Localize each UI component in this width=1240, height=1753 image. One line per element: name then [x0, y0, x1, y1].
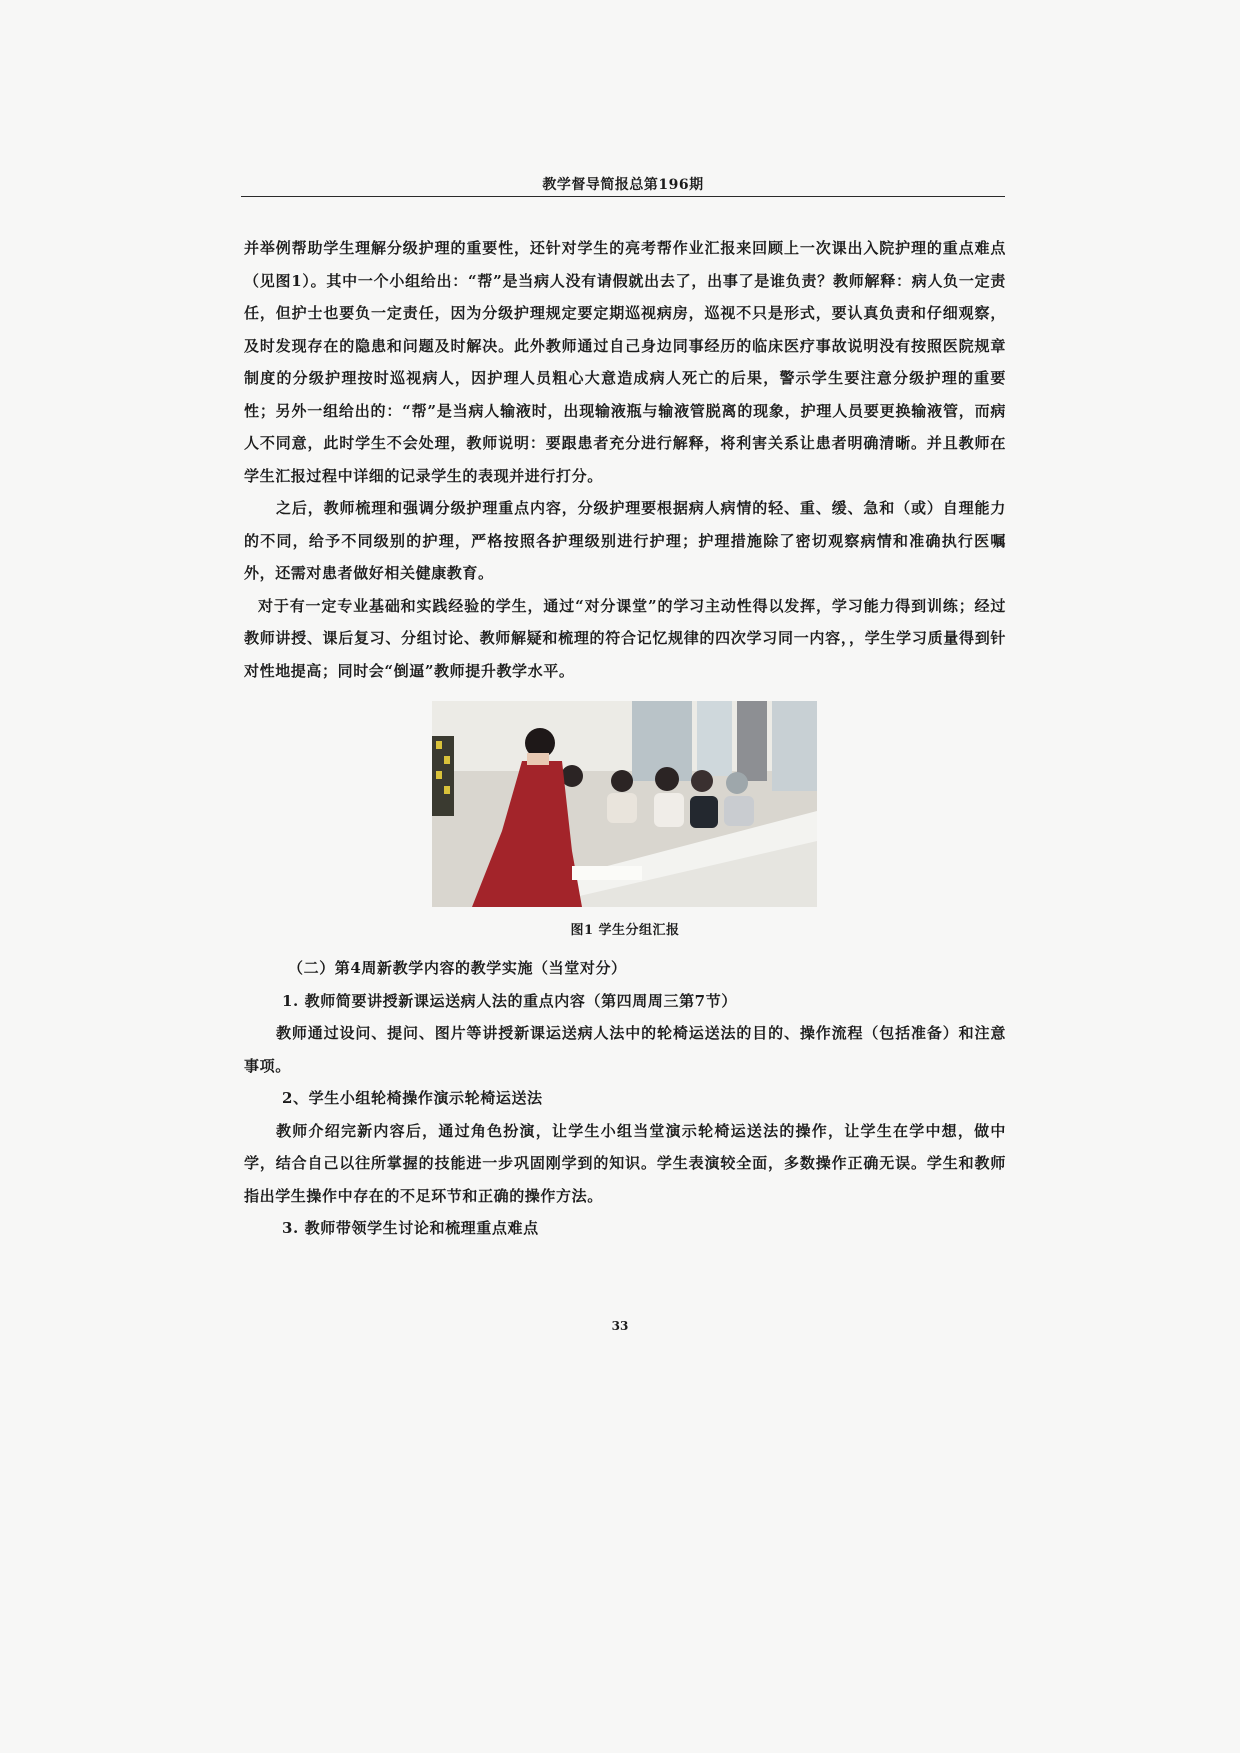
running-header: 教学督导简报总第196期: [542, 177, 704, 193]
figure-caption: 图1 学生分组汇报: [570, 923, 680, 938]
classroom-photo-illustration: [432, 701, 817, 907]
paragraph-1: 并举例帮助学生理解分级护理的重要性，还针对学生的亮考帮作业汇报来回顾上一次课出入院护理的重点难点（见图1）。其中一个小组给出：“帮”是当病人没有请假就出去了，出事了是谁负责？教师解释：病人负一定责任，但护士也要负一定责任，因为分级护理规定要定期巡视病房，巡视不只是形式，要认真负责和仔细观察，及时发现存在的隐患和问题及时解决。此外教师通过自己身边同事经历的临床医疗事故说明没有按照医院规章制度的分级护理按时巡视病人，因护理人员粗心大意造成病人死亡的后果，警示学生要注意分级护理的重要性；另外一组给出的：“帮”是当病人输液时，出现输液瓶与输液管脱离的现象，护理人员要更换输液管，而病人不同意，此时学生不会处理，教师说明：要跟患者充分进行解释，将利害关系让患者明确清晰。并且教师在学生汇报过程中详细的记录学生的表现并进行打分。: [244, 239, 1006, 485]
paragraph-3: 对于有一定专业基础和实践经验的学生，通过“对分课堂”的学习主动性得以发挥，学习能力得到训练；经过教师讲授、课后复习、分组讨论、教师解疑和梳理的符合记忆规律的四次学习同一内容，，学生学习质量得到针对性地提高；同时会“倒逼”教师提升教学水平。: [244, 596, 1006, 680]
paragraph-2: 之后，教师梳理和强调分级护理重点内容，分级护理要根据病人病情的轻、重、缓、急和（或）自理能力的不同，给予不同级别的护理，严格按照各护理级别进行护理；护理措施除了密切观察病情和准确执行医嘱外，还需对患者做好相关健康教育。: [244, 499, 1006, 582]
section-heading: （二）第4周新教学内容的教学实施（当堂对分）: [288, 959, 627, 977]
item-3-heading: 3. 教师带领学生讨论和梳理重点难点: [282, 1219, 539, 1237]
classroom-photo: [432, 701, 817, 907]
item-2-text: 教师介绍完新内容后，通过角色扮演，让学生小组当堂演示轮椅运送法的操作，让学生在学中想，做中学，结合自己以往所掌握的技能进一步巩固刚学到的知识。学生表演较全面，多数操作正确无误。学生和教师指出学生操作中存在的不足环节和正确的操作方法。: [244, 1121, 1006, 1205]
page-number: 33: [611, 1319, 629, 1333]
item-1-heading: 1. 教师简要讲授新课运送病人法的重点内容（第四周周三第7节）: [282, 991, 737, 1010]
header-rule: [241, 196, 1005, 197]
item-2-heading: 2、学生小组轮椅操作演示轮椅运送法: [282, 1089, 543, 1107]
document-body: [244, 232, 1006, 1245]
item-1-text: 教师通过设问、提问、图片等讲授新课运送病人法中的轮椅运送法的目的、操作流程（包括准备）和注意事项。: [244, 1024, 1006, 1075]
